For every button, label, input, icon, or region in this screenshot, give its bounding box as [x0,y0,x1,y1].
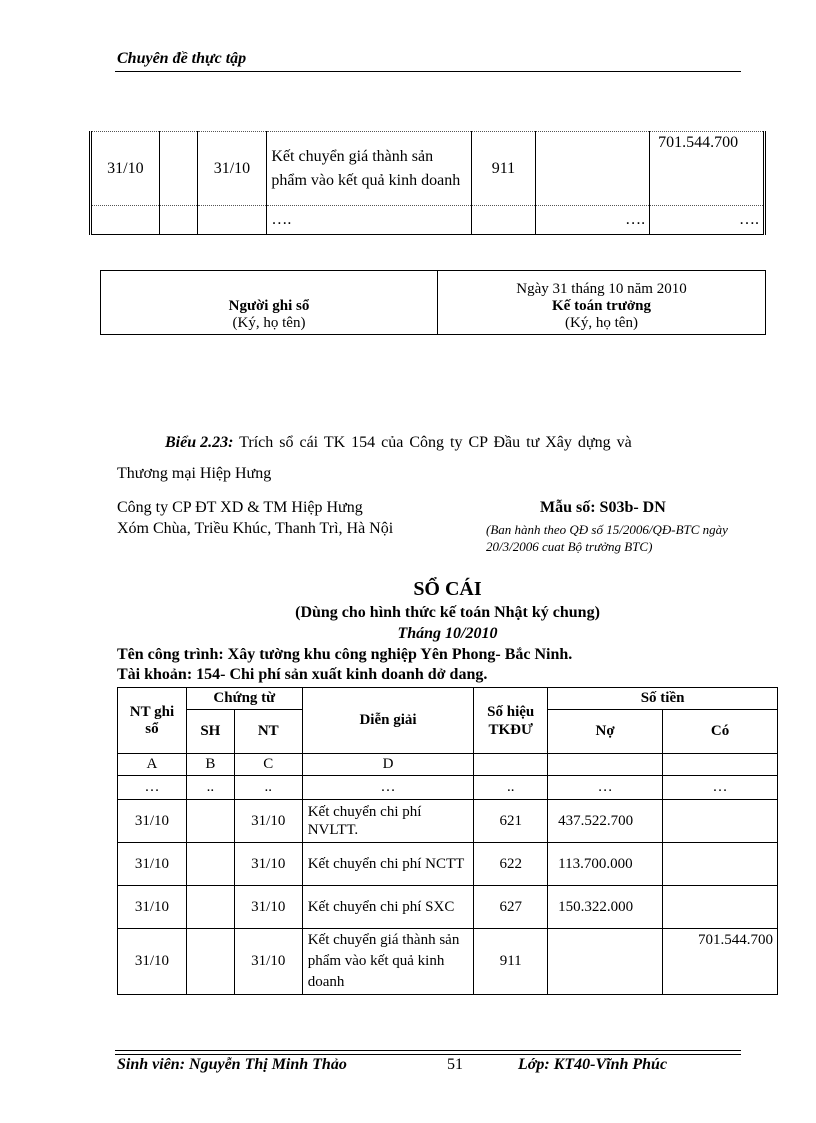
caption-text: Trích sổ cái TK 154 của Công ty CP Đầu tư Xây dựng và [233,434,632,451]
row-date [91,206,160,235]
ellipsis-row [118,776,778,800]
table-row [118,929,778,995]
col-chung-tu: Chứng từ [186,688,302,710]
row-credit [663,843,778,886]
table-row [118,800,778,843]
row-date2 [197,206,267,235]
letter-cell [548,754,663,776]
letter-cell [663,754,778,776]
table-row [118,843,778,886]
letter-cell: D [302,754,474,776]
row-credit [663,800,778,843]
col-nt: NT [234,710,302,754]
ellipsis-cell: … [118,776,187,800]
ledger-title: SỔ CÁI [413,578,482,600]
col-so-tien: Số tiền [548,688,778,710]
ledger-month: Tháng 10/2010 [397,625,498,642]
row-description: Kết chuyển giá thành sản phẩm vào kết quả kinh doanh [302,929,474,995]
page-header-title: Chuyên đề thực tập [117,50,247,67]
col-dien-giai: Diễn giải [302,688,474,754]
row-date: 31/10 [118,929,187,995]
row-account: 911 [472,132,536,206]
signature-left [101,271,438,335]
row-sh [159,132,197,206]
row-debit: 437.522.700 [548,800,663,843]
company-address: Xóm Chùa, Triều Khúc, Thanh Trì, Hà Nội [117,520,394,537]
account-name: Tài khoản: 154- Chi phí sản xuất kinh doanh dở dang. [117,666,488,683]
header-rule [115,71,741,72]
caption-label: Biểu 2.23: [165,434,234,451]
header-row [118,688,778,710]
signature-right [438,271,766,335]
form-note: (Ban hành theo QĐ số 15/2006/QĐ-BTC ngày 20/3/2006 cuat Bộ trưởng BTC) [486,522,728,554]
row-description: …. [267,206,472,235]
ellipsis-cell: .. [186,776,234,800]
continuation-table [89,131,766,235]
row-account: 622 [474,843,548,886]
page-number: 51 [447,1056,463,1073]
row-sh [186,886,234,929]
row-date2: 31/10 [197,132,267,206]
ellipsis-cell: … [663,776,778,800]
row-debit: 150.322.000 [548,886,663,929]
letter-cell: B [186,754,234,776]
row-date2: 31/10 [234,843,302,886]
row-debit [535,132,649,206]
row-debit [548,929,663,995]
caption-line [165,434,632,452]
letter-row [118,754,778,776]
company-name: Công ty CP ĐT XD & TM Hiệp Hưng [117,499,363,516]
footer-rule [115,1050,741,1051]
signature-date: Ngày 31 tháng 10 năm 2010 [516,281,687,297]
row-description: Kết chuyển giá thành sản phẩm vào kết quả kinh doanh [267,132,472,206]
ellipsis-cell: … [548,776,663,800]
row-date: 31/10 [118,843,187,886]
table-row [91,132,765,206]
signature-block [100,270,766,335]
col-sh: SH [186,710,234,754]
project-name: Tên công trình: Xây tường khu công nghiệp Yên Phong- Bắc Ninh. [117,646,573,663]
col-so-hieu: Số hiệu TKĐƯ [474,688,548,754]
row-sh [159,206,197,235]
ellipsis-cell: .. [474,776,548,800]
row-description: Kết chuyển chi phí NCTT [302,843,474,886]
row-description: Kết chuyển chi phí NVLTT. [302,800,474,843]
row-account: 911 [474,929,548,995]
recorder-title: Người ghi sổ [228,298,310,314]
row-credit: 701.544.700 [663,929,778,995]
row-date2: 31/10 [234,929,302,995]
row-date: 31/10 [118,800,187,843]
row-credit: 701.544.700 [650,132,765,206]
col-co: Có [663,710,778,754]
ellipsis-cell: … [302,776,474,800]
row-date2: 31/10 [234,800,302,843]
letter-cell: A [118,754,187,776]
chief-accountant-sign-note: (Ký, họ tên) [565,315,638,331]
chief-accountant-title: Kế toán trưởng [552,298,651,314]
row-debit: 113.700.000 [548,843,663,886]
recorder-sign-note: (Ký, họ tên) [232,315,306,331]
row-date: 31/10 [91,132,160,206]
ledger-subtitle: (Dùng cho hình thức kế toán Nhật ký chung) [295,604,600,621]
row-sh [186,929,234,995]
row-account: 621 [474,800,548,843]
row-credit [663,886,778,929]
col-no: Nợ [548,710,663,754]
row-sh [186,800,234,843]
ledger-table [117,687,778,995]
row-account [472,206,536,235]
footer-class: Lớp: KT40-Vĩnh Phúc [518,1056,668,1073]
table-row [118,886,778,929]
letter-cell [474,754,548,776]
row-credit: …. [650,206,765,235]
footer-rule [115,1054,741,1055]
row-date: 31/10 [118,886,187,929]
ellipsis-cell: .. [234,776,302,800]
row-debit: …. [535,206,649,235]
row-account: 627 [474,886,548,929]
caption-text-cont: Thương mại Hiệp Hưng [117,465,272,482]
table-row [91,206,765,235]
letter-cell: C [234,754,302,776]
col-nt-ghi-so: NT ghi sổ [118,688,187,754]
row-sh [186,843,234,886]
row-description: Kết chuyển chi phí SXC [302,886,474,929]
footer-student: Sinh viên: Nguyễn Thị Minh Thảo [117,1056,347,1073]
row-date2: 31/10 [234,886,302,929]
form-number: Mẫu số: S03b- DN [540,499,666,516]
